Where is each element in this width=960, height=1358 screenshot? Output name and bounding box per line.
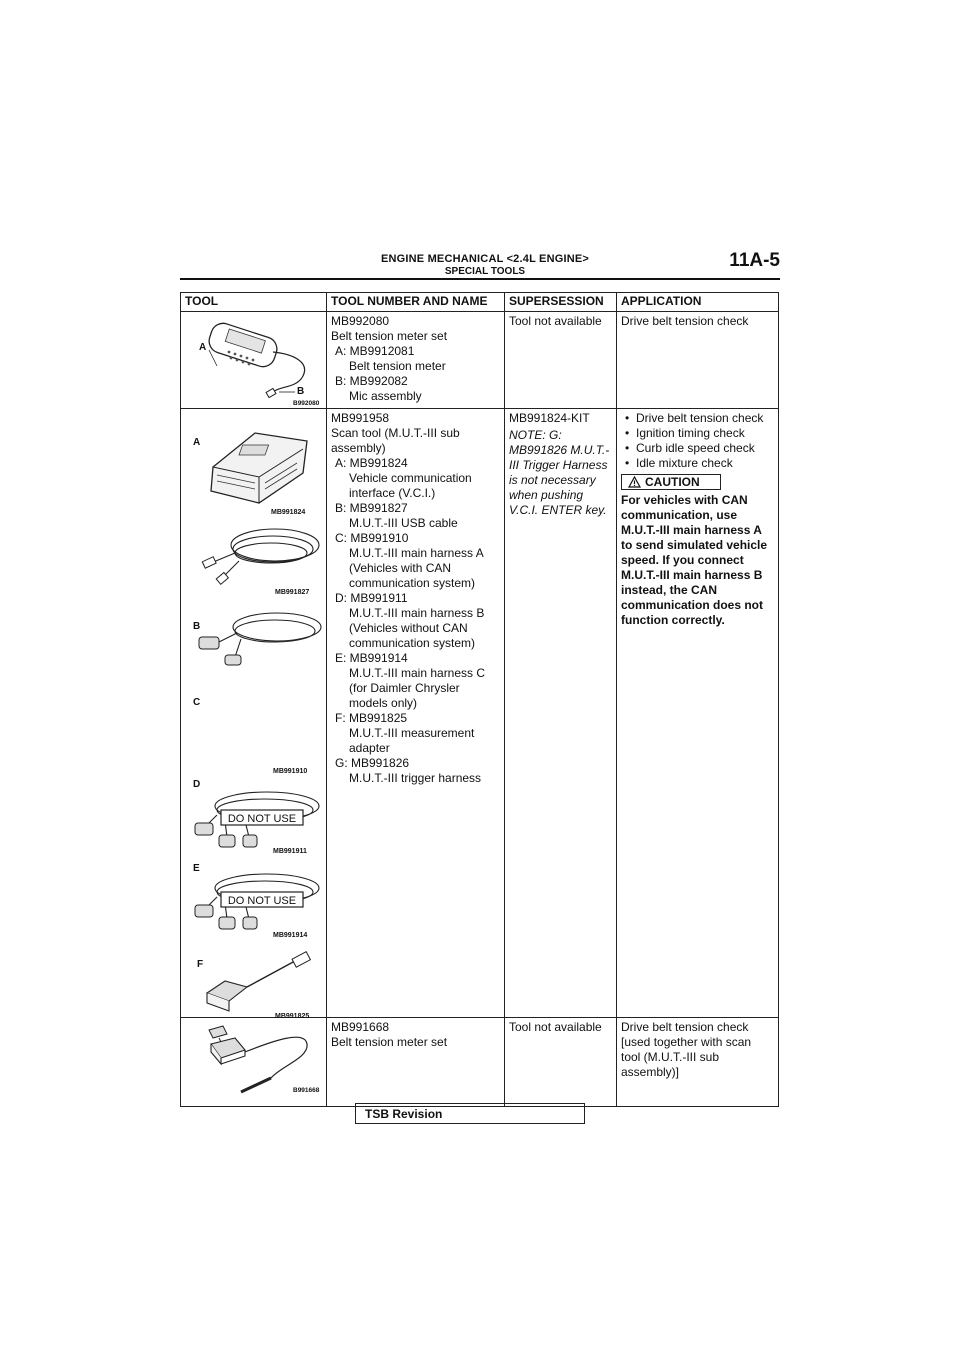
image-code-a: MB991824 — [271, 509, 306, 516]
note-line: is not necessary — [509, 473, 596, 487]
sub-item-desc: M.U.T.-III trigger harness — [349, 771, 482, 785]
image-code-d: MB991911 — [273, 848, 307, 855]
list-item: • Idle mixture check — [621, 456, 774, 471]
note-line: III Trigger Harness — [509, 458, 608, 472]
image-code-g: MB991826 — [271, 1091, 306, 1098]
section-title: ENGINE MECHANICAL <2.4L ENGINE> — [380, 253, 590, 265]
col-header-number-name: TOOL NUMBER AND NAME — [327, 293, 505, 312]
image-label-c: C — [193, 697, 201, 708]
sub-item-desc: M.U.T.-III main harness A — [349, 546, 484, 560]
tool-number-cell — [327, 1018, 505, 1107]
sub-item-code: D: MB991911 — [335, 591, 408, 605]
tool-name: assembly) — [331, 441, 386, 455]
caution-label: CAUTION — [645, 474, 700, 489]
tool-number: MB991958 — [331, 411, 390, 425]
supersession-cell: Tool not available — [505, 1018, 617, 1107]
image-code-e: MB991914 — [273, 932, 308, 939]
sub-item-code: B: MB992082 — [335, 374, 408, 388]
application-list — [621, 411, 774, 471]
application-line: tool (M.U.T.-III sub — [621, 1050, 720, 1064]
caution-line: communication does not — [621, 598, 764, 612]
image-label-a: A — [199, 342, 207, 353]
sub-item-code: E: MB991914 — [335, 651, 408, 665]
sub-item-desc: adapter — [349, 741, 390, 755]
caution-line: instead, the CAN — [621, 583, 718, 597]
tool-name: Belt tension meter set — [331, 329, 448, 343]
sub-item-desc: M.U.T.-III USB cable — [349, 516, 458, 530]
sub-item-desc: M.U.T.-III main harness C — [349, 666, 486, 680]
sub-item-desc: (for Daimler Chrysler — [349, 681, 460, 695]
belt-tension-meter-illustration — [185, 314, 331, 406]
sub-item-code: B: MB991827 — [335, 501, 408, 515]
image-code-c: MB991910 — [273, 768, 308, 775]
sub-item-desc: Vehicle communication — [349, 471, 472, 485]
harness-a-drawing — [217, 613, 321, 657]
tool-name: Belt tension meter set — [331, 1035, 448, 1049]
sub-item-code: F: MB991825 — [335, 711, 408, 725]
note-line: MB991826 M.U.T.- — [509, 443, 610, 457]
vci-unit-drawing — [211, 433, 307, 503]
section-subtitle: SPECIAL TOOLS — [444, 266, 526, 277]
table-row — [181, 312, 779, 409]
tool-number: MB991668 — [331, 1020, 390, 1034]
sub-item-desc: M.U.T.-III main harness B — [349, 606, 485, 620]
sub-item-code: A: MB991824 — [335, 456, 408, 470]
belt-tension-meter-set-illustration — [185, 1020, 331, 1104]
application-cell — [617, 409, 779, 1018]
caution-line: M.U.T.-III main harness A — [621, 523, 762, 537]
sub-item-code: A: MB9912081 — [335, 344, 415, 358]
caution-box — [621, 474, 721, 490]
tool-number: MB992080 — [331, 314, 390, 328]
list-item: • Curb idle speed check — [621, 441, 774, 456]
header-rule — [180, 278, 780, 280]
image-code-b: MB991827 — [275, 589, 310, 596]
sub-item-desc: communication system) — [349, 636, 476, 650]
supersession-cell: Tool not available — [505, 312, 617, 409]
image-label-d: D — [193, 779, 201, 790]
sub-item-code: C: MB991910 — [335, 531, 409, 545]
special-tools-table — [180, 292, 779, 1111]
sub-item-desc: (Vehicles without CAN — [349, 621, 468, 635]
caution-line: For vehicles with CAN — [621, 493, 748, 507]
sub-item-desc: models only) — [349, 696, 418, 710]
application-cell: Drive belt tension check — [617, 312, 779, 409]
sub-item-desc: (Vehicles with CAN — [349, 561, 452, 575]
do-not-use-label: DO NOT USE — [227, 895, 297, 907]
application-line: Drive belt tension check — [621, 1020, 749, 1034]
sub-item-code: G: MB991826 — [335, 756, 410, 770]
measurement-adapter-drawing — [207, 952, 310, 1011]
image-label-a: A — [193, 437, 201, 448]
application-line: [used together with scan — [621, 1035, 752, 1049]
sub-item-desc: interface (V.C.I.) — [349, 486, 436, 500]
col-header-supersession: SUPERSESSION — [505, 293, 617, 312]
tool-number-cell — [327, 312, 505, 409]
supersession-note — [509, 428, 612, 518]
caution-line: speed. If you connect — [621, 553, 744, 567]
image-label-b: B — [297, 386, 305, 397]
tool-image-cell — [181, 312, 327, 409]
list-item: • Drive belt tension check — [621, 411, 774, 426]
sub-item-desc: communication system) — [349, 576, 476, 590]
col-header-tool: TOOL — [181, 293, 327, 312]
image-code: B991668 — [293, 1087, 320, 1094]
table-header-row — [181, 293, 779, 312]
table-row — [181, 1018, 779, 1107]
tool-name: Scan tool (M.U.T.-III sub — [331, 426, 460, 440]
sub-item-desc: Mic assembly — [349, 389, 422, 403]
tsb-revision-box: TSB Revision — [355, 1103, 585, 1124]
do-not-use-label: DO NOT USE — [227, 813, 297, 825]
table-row — [181, 409, 779, 1018]
application-cell — [617, 1018, 779, 1107]
note-line: NOTE: G: — [509, 428, 562, 442]
tool-image-cell — [181, 1018, 327, 1107]
image-label-b: B — [193, 621, 201, 632]
caution-text — [621, 493, 774, 628]
image-label-e: E — [193, 863, 200, 874]
warning-triangle-icon — [628, 476, 641, 488]
image-code-overall: MB991958 — [279, 1104, 314, 1111]
note-line: V.C.I. ENTER key. — [509, 503, 607, 517]
caution-line: function correctly. — [621, 613, 725, 627]
image-label-g: G — [191, 1026, 199, 1037]
list-item: • Ignition timing check — [621, 426, 774, 441]
image-code-f: MB991825 — [275, 1013, 310, 1020]
usb-cable-drawing — [211, 529, 319, 577]
supersession-cell — [505, 409, 617, 1018]
col-header-application: APPLICATION — [617, 293, 779, 312]
sub-item-desc: M.U.T.-III measurement — [349, 726, 475, 740]
image-label-f: F — [197, 959, 204, 970]
image-code: B992080 — [293, 400, 320, 407]
application-line: assembly)] — [621, 1065, 680, 1079]
caution-line: communication, use — [621, 508, 738, 522]
scan-tool-illustration — [185, 411, 331, 1020]
caution-line: to send simulated vehicle — [621, 538, 768, 552]
note-line: when pushing — [509, 488, 584, 502]
sub-item-desc: Belt tension meter — [349, 359, 446, 373]
tool-number-cell — [327, 409, 505, 1018]
caution-line: M.U.T.-III main harness B — [621, 568, 763, 582]
page-number: 11A-5 — [729, 250, 780, 271]
supersession-kit: MB991824-KIT — [509, 411, 590, 425]
